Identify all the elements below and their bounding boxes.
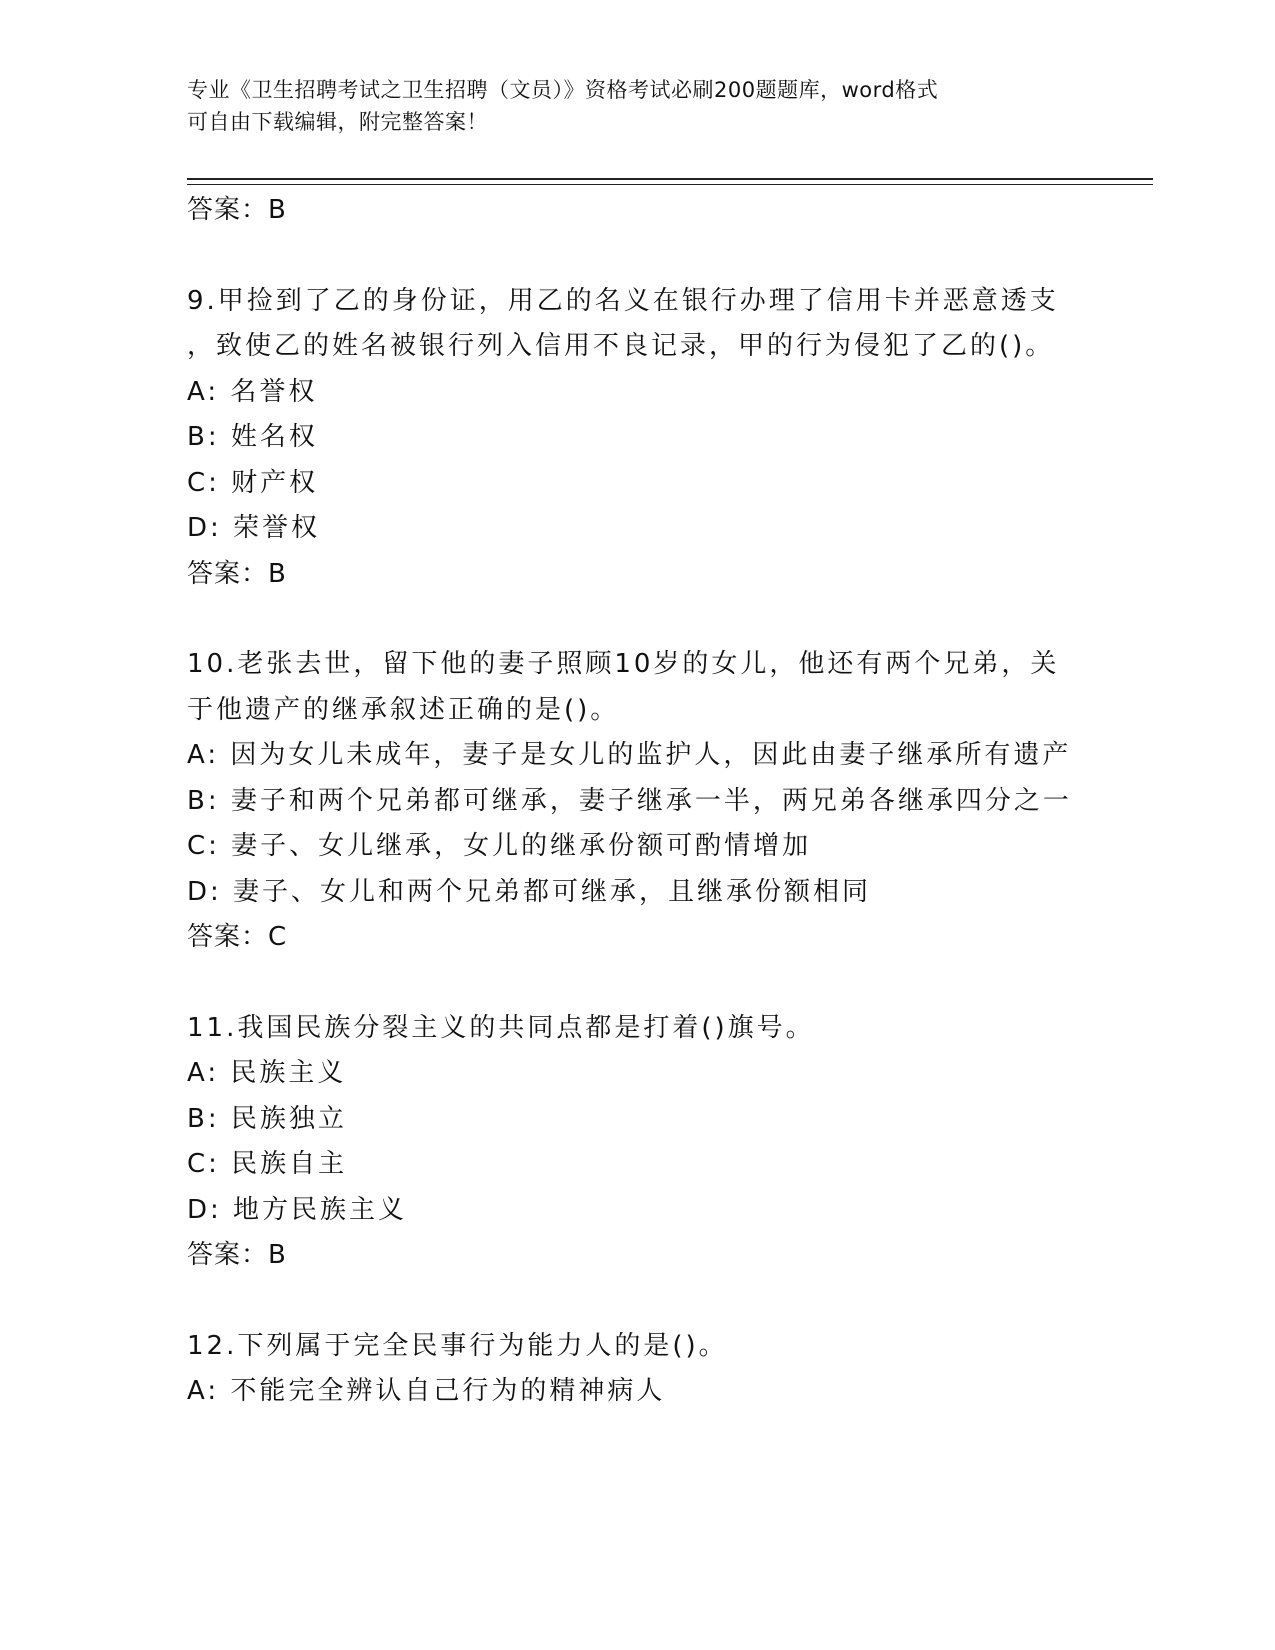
option-a: A: 因为女儿未成年，妻子是女儿的监护人，因此由妻子继承所有遗产 [187,740,1072,770]
question-stem: 10.老张去世，留下他的妻子照顾10岁的女儿，他还有两个兄弟，关 [187,649,1060,679]
header-divider [187,178,1153,180]
option-c: C: 财产权 [187,467,319,498]
option-b: B: 姓名权 [187,422,318,452]
question-stem: 12.下列属于完全民事行为能力人的是()。 [187,1330,728,1361]
document-header [187,74,1067,138]
question-stem: 于他遗产的继承叙述正确的是()。 [187,694,620,725]
option-d: D: 妻子、女儿和两个兄弟都可继承，且继承份额相同 [187,876,872,907]
question-stem: 9.甲捡到了乙的身份证，用乙的名义在银行办理了信用卡并恶意透支 [187,285,1059,316]
answer-line: 答案：C [187,922,288,952]
question-12 [187,1324,1117,1415]
header-line-2: 可自由下载编辑，附完整答案！ [187,110,488,134]
question-11 [187,1006,1117,1279]
option-a: A: 不能完全辨认自己行为的精神病人 [187,1376,666,1406]
question-10 [187,642,1117,961]
question-stem: 11.我国民族分裂主义的共同点都是打着()旗号。 [187,1012,815,1043]
option-a: A: 民族主义 [187,1058,347,1088]
option-c: C: 民族自主 [187,1149,348,1179]
option-a: A: 名誉权 [187,376,318,407]
option-c: C: 妻子、女儿继承，女儿的继承份额可酌情增加 [187,831,812,861]
question-9 [187,279,1117,598]
answer-line: 答案：B [187,195,287,225]
option-d: D: 荣誉权 [187,513,321,543]
question-stem: ，致使乙的姓名被银行列入信用不良记录，甲的行为侵犯了乙的()。 [187,331,1055,361]
answer-line: 答案：B [187,1240,287,1270]
option-d: D: 地方民族主义 [187,1194,408,1225]
question-list [187,188,1117,1415]
header-line-1: 专业《卫生招聘考试之卫生招聘（文员）》资格考试必刷200题题库，word格式 [187,78,939,102]
header-divider-thin [187,184,1153,185]
option-b: B: 民族独立 [187,1103,347,1134]
answer-line: 答案：B [187,558,287,589]
option-b: B: 妻子和两个兄弟都可继承，妻子继承一半，两兄弟各继承四分之一 [187,785,1072,816]
